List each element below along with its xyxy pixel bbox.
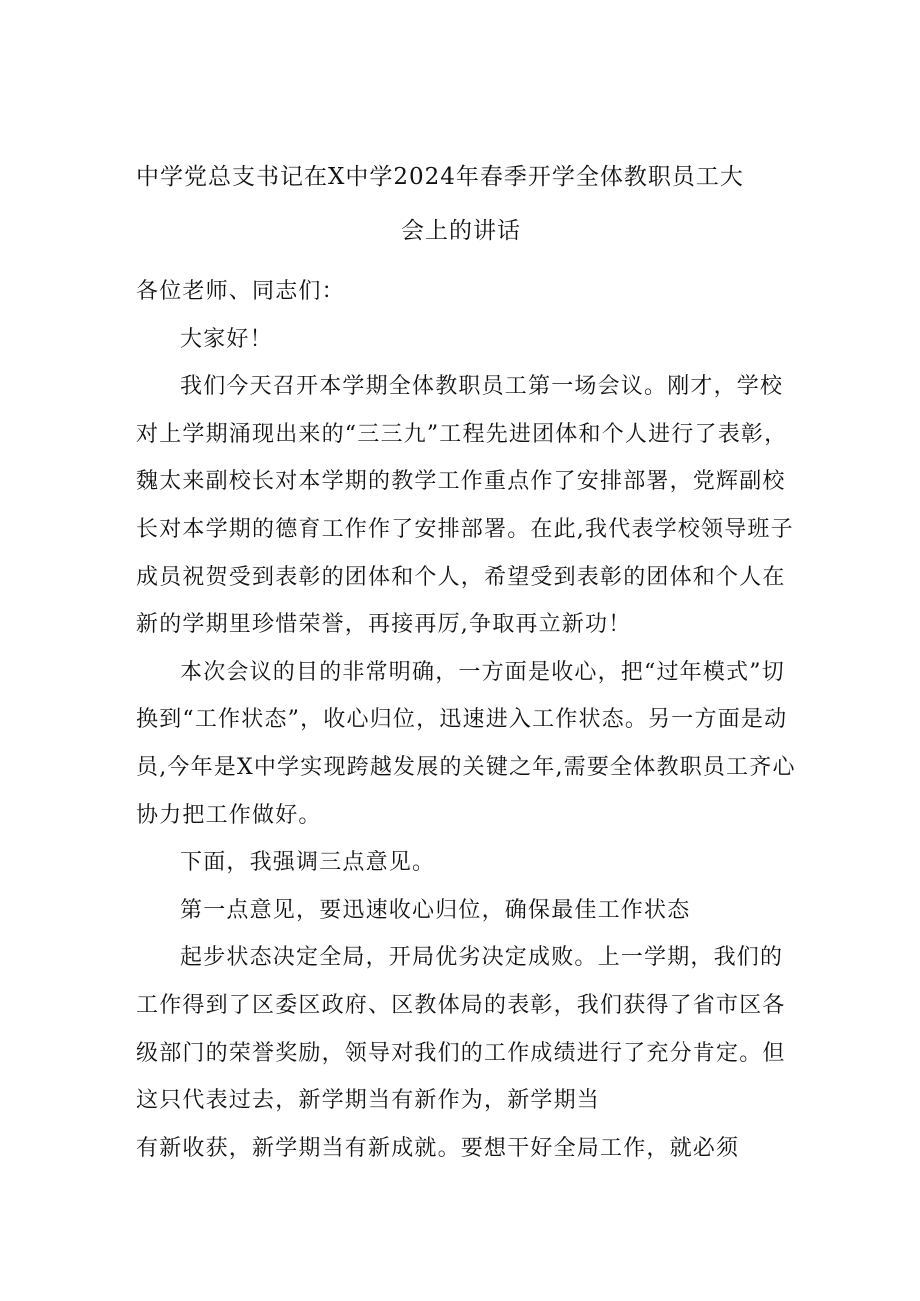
paragraph-4: 起步状态决定全局，开局优劣决定成败。上一学期，我们的工作得到了区委区政府、区教体局的表彰，我们获得了省市区各级部门的荣誉奖励，领导对我们的工作成绩进行了充分肯定。但这只代表过去，新学期当有新作为，新学期当 (136, 945, 786, 1114)
salutation: 各位老师、同志们： (136, 279, 345, 304)
document-title-line-1: 中学党总支书记在X中学2024年春季开学全体教职员工大 (136, 164, 744, 190)
section-heading-1: 第一点意见，要迅速收心归位，确保最佳工作状态 (180, 897, 691, 923)
greeting: 大家好！ (180, 326, 273, 352)
document-title-line-2: 会上的讲话 (401, 218, 521, 244)
paragraph-1: 我们今天召开本学期全体教职员工第一场会议。刚才，学校对上学期涌现出来的“三三九”工程先进团体和个人进行了表彰，魏太来副校长对本学期的教学工作重点作了安排部署，党辉副校长对本学期的德育工作作了安排部署。在此,我代表学校领导班子成员祝贺受到表彰的团体和个人，希望受到表彰的团体和个人在新的学期里珍惜荣誉，再接再厉,争取再立新功！ (136, 374, 794, 638)
document-body (136, 268, 806, 1172)
paragraph-2: 本次会议的目的非常明确，一方面是收心，把“过年模式”切换到“工作状态”，收心归位，迅速进入工作状态。另一方面是动员,今年是X中学实现跨越发展的关键之年,需要全体教职员工齐心协力把工作做好。 (136, 659, 796, 828)
paragraph-3: 下面，我强调三点意见。 (180, 850, 436, 876)
paragraph-4-continuation: 有新收获，新学期当有新成就。要想干好全局工作，就必须 (136, 1135, 740, 1161)
